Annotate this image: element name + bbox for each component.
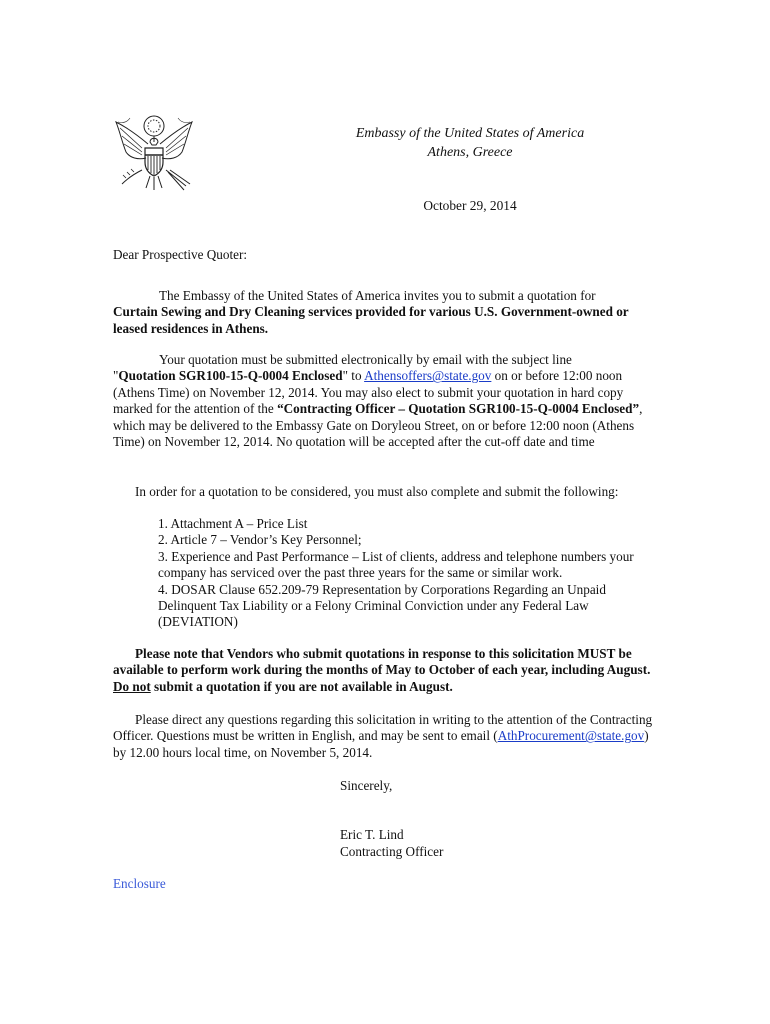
embassy-name: Embassy of the United States of America	[355, 126, 585, 141]
list-item: 3. Experience and Past Performance – List of clients, address and telephone numbers your company has serviced over the past three years for the same or similar work.	[158, 548, 634, 581]
service-description: Curtain Sewing and Dry Cleaning services provided for various U.S. Government-owned or leased residences in Athens.	[113, 304, 629, 336]
invitation-text: The Embassy of the United States of America invites you to submit a quotation for	[159, 288, 596, 303]
signer-name: Eric T. Lind	[340, 827, 404, 842]
enclosure-link[interactable]: Enclosure	[113, 876, 166, 891]
submission-deadline-text: on or before 12:00 noon (Athens Time) on November 12, 2014. You may also elect to submit your quotation in hard copy marked for the attention of the	[113, 368, 624, 417]
submission-intro: Your quotation must be submitted electronically by email with the subject line	[159, 352, 572, 367]
questions-deadline: ) by 12.00 hours local time, on November 5, 2014.	[113, 728, 649, 760]
subject-line: Quotation SGR100-15-Q-0004 Enclosed	[118, 368, 343, 384]
availability-notice: Please note that Vendors who submit quotations in response to this solicitation MUST be available to perform work during the months of May to October of each year, including August.	[113, 646, 651, 678]
great-seal-eagle-icon	[112, 112, 196, 196]
paragraph-invitation	[113, 288, 661, 337]
salutation: Dear Prospective Quoter:	[113, 247, 248, 262]
paragraph-questions	[113, 712, 661, 761]
paragraph-requirements	[113, 484, 661, 500]
signer-title: Contracting Officer	[340, 844, 444, 859]
requirements-list	[158, 516, 658, 631]
athens-offers-email-link[interactable]: Athensoffers@state.gov	[364, 368, 492, 384]
list-item: 4. DOSAR Clause 652.209-79 Representation by Corporations Regarding an Unpaid Delinquent Tax Liability or a Felony Criminal Conviction under any Federal Law (DEVIATION)	[158, 581, 606, 630]
procurement-email-link[interactable]: AthProcurement@state.gov	[497, 728, 645, 744]
paragraph-submission	[113, 352, 661, 450]
letter-date: October 29, 2014	[423, 198, 517, 213]
embassy-location: Athens, Greece	[427, 145, 513, 160]
quote-open: "	[113, 368, 119, 384]
attention-line: “Contracting Officer – Quotation SGR100-15-Q-0004 Enclosed”	[277, 401, 640, 417]
quote-close: " to	[342, 368, 365, 384]
list-item: 1. Attachment A – Price List	[158, 516, 308, 531]
delivery-text: , which may be delivered to the Embassy Gate on Doryleou Street, on or before 12:00 noon (Athens Time) on November 12, 2014. No quotation will be accepted after the cut-off date and time	[113, 401, 643, 450]
list-item: 2. Article 7 – Vendor’s Key Personnel;	[158, 532, 362, 548]
requirements-intro: In order for a quotation to be considered, you must also complete and submit the following:	[135, 484, 619, 499]
do-not-emphasis: Do not	[113, 678, 151, 694]
closing: Sincerely,	[340, 778, 393, 793]
questions-text: Please direct any questions regarding this solicitation in writing to the attention of the Contracting Officer. Questions must be written in English, and may be sent to email (	[113, 712, 653, 744]
paragraph-availability	[113, 646, 661, 695]
availability-warning: submit a quotation if you are not available in August.	[150, 678, 453, 694]
